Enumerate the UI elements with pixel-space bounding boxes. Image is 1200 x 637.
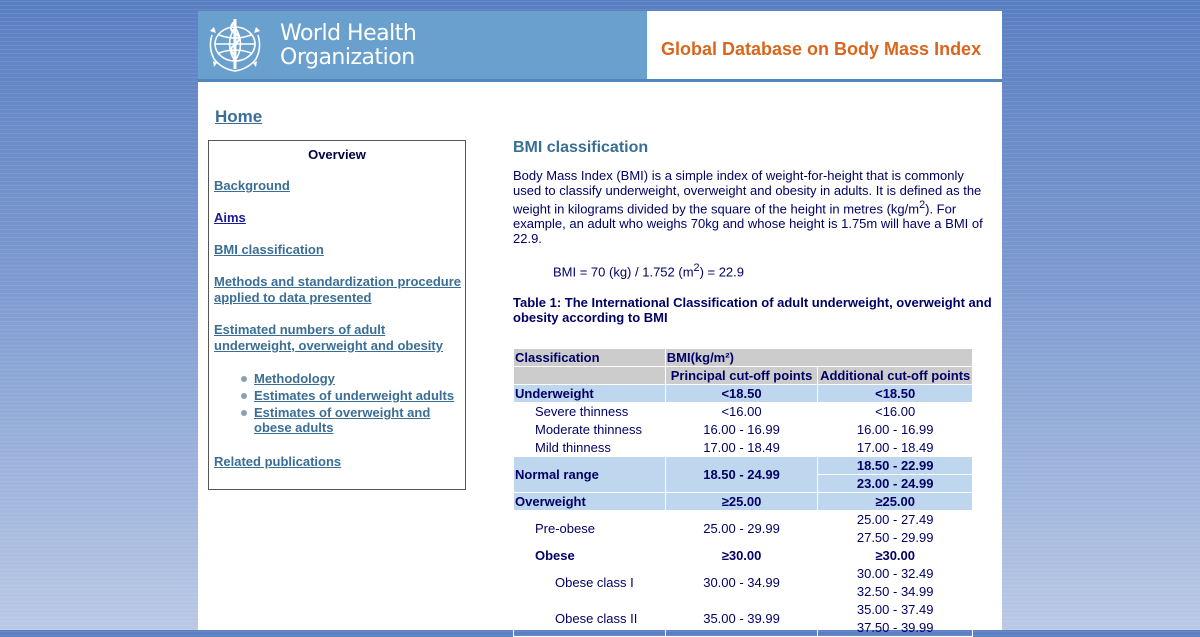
bullet-icon xyxy=(241,376,247,382)
table-cell: 37.50 - 39.99 xyxy=(818,619,973,637)
table-cell: 25.00 - 27.49 xyxy=(818,511,973,529)
who-emblem-icon xyxy=(204,15,266,73)
table-row xyxy=(514,385,973,403)
table-cell: 18.50 - 24.99 xyxy=(665,457,818,493)
table-row xyxy=(514,601,973,619)
sidebar-nav xyxy=(208,140,466,490)
nav-link-related-publications[interactable]: Related publications xyxy=(214,454,342,469)
nav-sub-item xyxy=(239,405,459,435)
table-row xyxy=(514,565,973,583)
table-row xyxy=(514,511,973,529)
table-cell: Severe thinness xyxy=(514,403,666,421)
bmi-formula xyxy=(553,262,993,279)
nav-link-aims[interactable]: Aims xyxy=(214,210,246,225)
bmi-classification-table xyxy=(513,348,973,637)
table-caption: Table 1: The International Classification of adult underweight, overweight and obesity according to BMI xyxy=(513,294,992,325)
table-row xyxy=(514,457,973,475)
org-name-line-1: World Health xyxy=(280,21,417,46)
bullet-icon xyxy=(241,410,247,416)
table-row xyxy=(514,421,973,439)
table-cell: ≥30.00 xyxy=(818,547,973,565)
nav-sub-list xyxy=(239,371,459,437)
table-cell: Overweight xyxy=(514,493,666,511)
nav-sub-item xyxy=(239,388,459,403)
table-cell: <18.50 xyxy=(665,385,818,403)
formula-text-b: ) = 22.9 xyxy=(699,264,745,280)
table-cell: Underweight xyxy=(514,385,666,403)
table-cell: 23.00 - 24.99 xyxy=(818,475,973,493)
nav-link-bmi-classification[interactable]: BMI classification xyxy=(214,242,324,257)
org-name xyxy=(280,22,416,70)
table-cell: <18.50 xyxy=(818,385,973,403)
table-cell: Obese class II xyxy=(514,601,666,637)
database-title: Global Database on Body Mass Index xyxy=(661,39,982,59)
intro-text-a: Body Mass Index (BMI) is a simple index of weight-for-height that is commonly used to classify underweight, overweight and obesity in adults. It is defined as the weight in kilograms divided by the square of the height in metres (kg/m xyxy=(513,168,982,217)
table-cell: 17.00 - 18.49 xyxy=(665,439,818,457)
table-cell: 18.50 - 22.99 xyxy=(818,457,973,475)
bullet-icon xyxy=(241,393,247,399)
header-cell: Additional cut-off points xyxy=(818,367,973,385)
intro-text-b: ). For example, an adult who weighs 70kg and whose height is 1.75m will have a BMI of 22.9. xyxy=(513,201,983,247)
table-cell: 17.00 - 18.49 xyxy=(818,439,973,457)
table-cell: Pre-obese xyxy=(514,511,666,547)
table-cell: Moderate thinness xyxy=(514,421,666,439)
nav-sub-item xyxy=(239,371,459,386)
formula-text-a: BMI = 70 (kg) / 1.752 (m xyxy=(553,264,694,280)
header-cell: Principal cut-off points xyxy=(665,367,818,385)
table-cell: ≥30.00 xyxy=(665,547,818,565)
header-cell: Classification xyxy=(514,349,666,367)
table-cell: 35.00 - 37.49 xyxy=(818,601,973,619)
table-cell: 30.00 - 32.49 xyxy=(818,565,973,583)
banner-title-area xyxy=(647,11,1002,79)
intro-superscript: 2 xyxy=(919,199,926,211)
table-cell: ≥25.00 xyxy=(665,493,818,511)
nav-link-estimated-numbers[interactable] xyxy=(214,322,464,354)
table-row xyxy=(514,403,973,421)
table-cell: 25.00 - 29.99 xyxy=(665,511,818,547)
nav-link-methodology[interactable]: Methodology xyxy=(254,371,335,386)
header-cell: BMI(kg/m²) xyxy=(665,349,972,367)
banner-logo-area[interactable] xyxy=(198,11,647,79)
main-content xyxy=(513,139,993,635)
formula-superscript: 2 xyxy=(693,262,700,275)
table-cell: ≥25.00 xyxy=(818,493,973,511)
intro-paragraph xyxy=(513,168,993,246)
nav-link-methods-line-1: Methods and standardization procedure xyxy=(214,274,462,289)
nav-link-estimated-line-2: underweight, overweight and obesity xyxy=(214,338,443,353)
banner-divider xyxy=(198,79,1002,82)
header-banner xyxy=(198,11,1002,79)
page xyxy=(198,11,1002,635)
table-row xyxy=(514,547,973,565)
table-cell: Mild thinness xyxy=(514,439,666,457)
table-row xyxy=(514,493,973,511)
page-title: BMI classification xyxy=(513,139,649,156)
nav-link-methods-line-2: applied to data presented xyxy=(214,290,372,305)
table-cell: <16.00 xyxy=(665,403,818,421)
org-name-line-2: Organization xyxy=(280,45,415,70)
nav-link-overweight-estimates[interactable]: Estimates of overweight and obese adults xyxy=(254,405,431,435)
nav-link-estimated-line-1: Estimated numbers of adult xyxy=(214,322,386,337)
nav-link-underweight-estimates[interactable]: Estimates of underweight adults xyxy=(254,388,455,403)
table-row xyxy=(514,439,973,457)
nav-title-overview: Overview xyxy=(308,147,366,162)
table-cell: 35.00 - 39.99 xyxy=(665,601,818,637)
table-cell: Obese xyxy=(514,547,666,565)
table-cell: <16.00 xyxy=(818,403,973,421)
table-cell: 27.50 - 29.99 xyxy=(818,529,973,547)
nav-link-methods[interactable] xyxy=(214,274,464,306)
table-row xyxy=(514,367,973,385)
table-cell: 32.50 - 34.99 xyxy=(818,583,973,601)
nav-link-background[interactable]: Background xyxy=(214,178,290,193)
table-cell: Normal range xyxy=(514,457,666,493)
header-cell xyxy=(514,367,666,385)
table-cell: 16.00 - 16.99 xyxy=(665,421,818,439)
home-link[interactable]: Home xyxy=(215,107,263,126)
table-cell: Obese class I xyxy=(514,565,666,601)
table-cell: 16.00 - 16.99 xyxy=(818,421,973,439)
table-cell: 30.00 - 34.99 xyxy=(665,565,818,601)
table-row xyxy=(514,349,973,367)
